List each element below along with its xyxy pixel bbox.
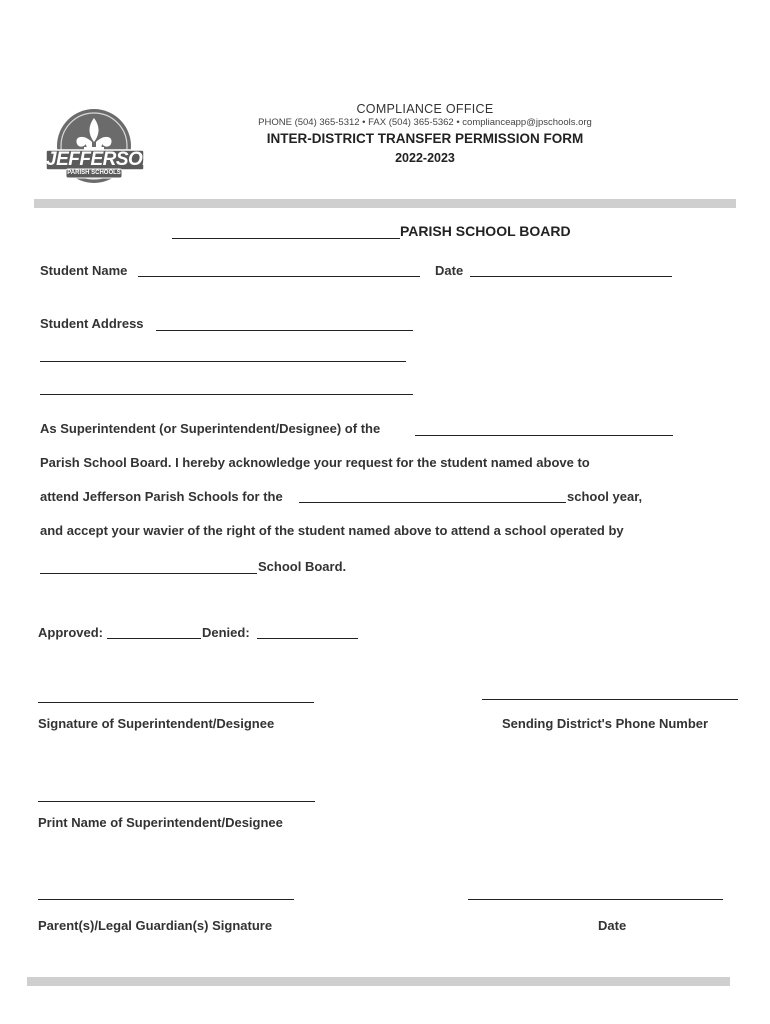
school-year-field[interactable] [299, 502, 566, 503]
parent-date-label: Date [598, 918, 627, 933]
student-address-field-2[interactable] [40, 361, 406, 362]
student-address-field-3[interactable] [40, 394, 413, 395]
parish-name-field[interactable] [172, 238, 400, 239]
top-divider-bar [34, 199, 736, 208]
sending-phone-field[interactable] [482, 699, 738, 700]
logo-subtitle: PARISH SCHOOLS [67, 170, 121, 176]
student-name-field[interactable] [138, 276, 420, 277]
form-year: 2022-2023 [395, 151, 455, 165]
denied-field[interactable] [257, 638, 358, 639]
print-name-label: Print Name of Superintendent/Designee [38, 815, 283, 830]
date-label: Date [435, 263, 464, 278]
student-name-label: Student Name [40, 263, 128, 278]
denied-label: Denied: [202, 625, 250, 640]
approved-field[interactable] [107, 638, 201, 639]
paragraph-line-1: As Superintendent (or Superintendent/Designee) of the [40, 421, 381, 436]
date-field[interactable] [470, 276, 672, 277]
parent-signature-field[interactable] [38, 899, 294, 900]
school-board-field[interactable] [40, 573, 257, 574]
paragraph-line-5: School Board. [258, 559, 347, 574]
sending-phone-label: Sending District's Phone Number [502, 716, 709, 731]
logo-name: JEFFERSON [46, 149, 156, 170]
office-name: COMPLIANCE OFFICE [356, 102, 494, 116]
contact-info: PHONE (504) 365-5312 • FAX (504) 365-5362 • complianceapp@jpschools.org [258, 117, 592, 128]
student-address-field-1[interactable] [156, 330, 413, 331]
student-address-label: Student Address [40, 316, 144, 331]
paragraph-line-2: Parish School Board. I hereby acknowledge your request for the student named above to [40, 455, 590, 470]
parish-school-board-label: PARISH SCHOOL BOARD [400, 223, 571, 239]
parish-school-board-field[interactable] [415, 435, 673, 436]
jefferson-parish-schools-logo [44, 106, 156, 190]
paragraph-line-3a: attend Jefferson Parish Schools for the [40, 489, 283, 504]
paragraph-line-4: and accept your wavier of the right of the student named above to attend a school operated by [40, 523, 624, 538]
superintendent-signature-field[interactable] [38, 702, 314, 703]
print-name-field[interactable] [38, 801, 315, 802]
parent-date-field[interactable] [468, 899, 723, 900]
approved-label: Approved: [38, 625, 103, 640]
paragraph-line-3b: school year, [567, 489, 643, 504]
bottom-divider-bar [27, 977, 730, 986]
parent-signature-label: Parent(s)/Legal Guardian(s) Signature [38, 918, 273, 933]
form-title: INTER-DISTRICT TRANSFER PERMISSION FORM [266, 131, 584, 146]
superintendent-signature-label: Signature of Superintendent/Designee [38, 716, 275, 731]
